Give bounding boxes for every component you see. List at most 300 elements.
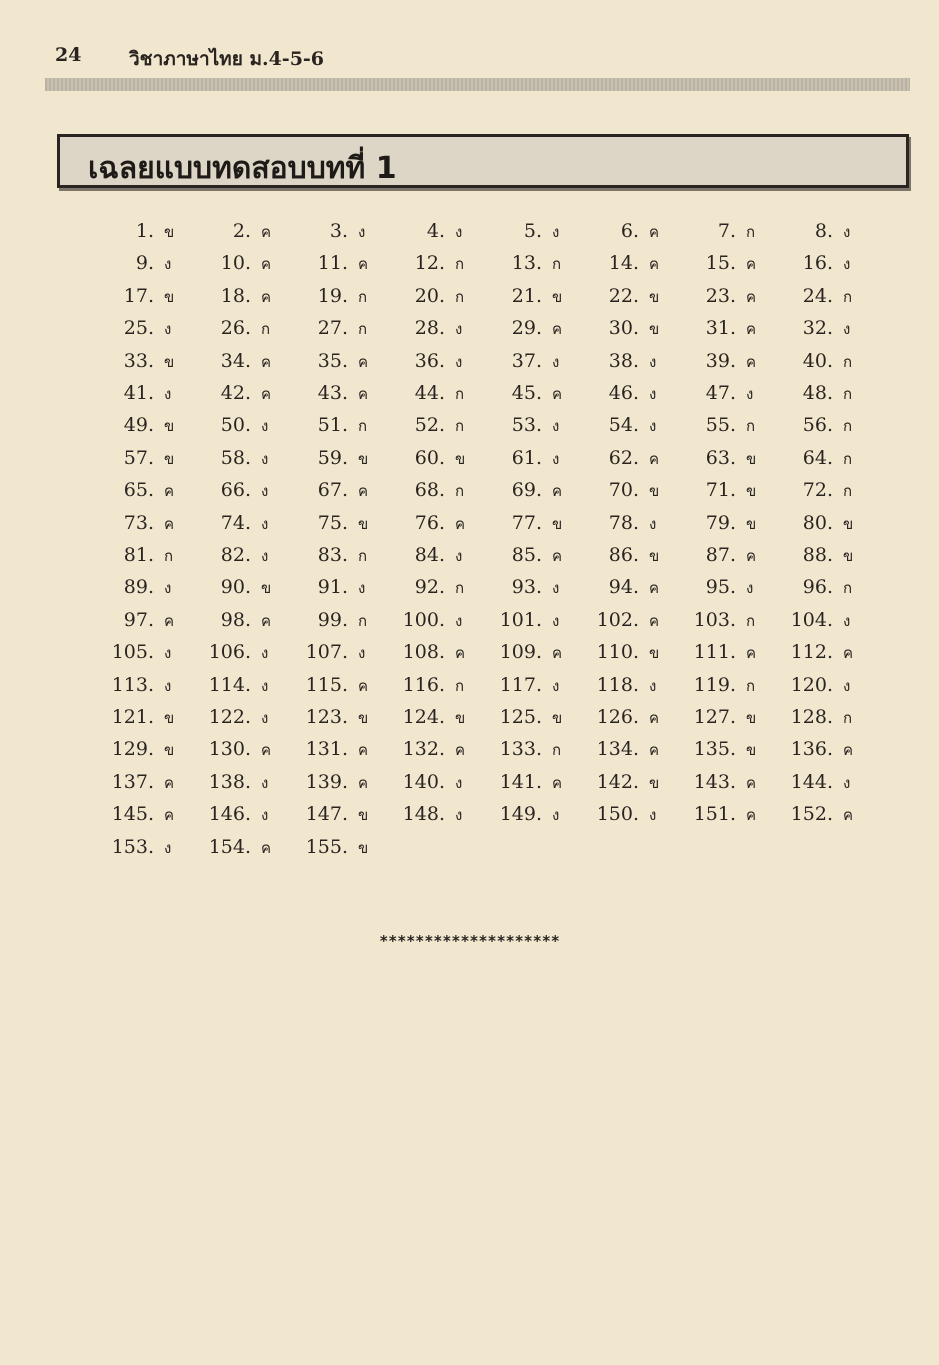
answer-choice: ข bbox=[649, 773, 660, 792]
answer-item bbox=[399, 670, 477, 700]
answer-choice: ง bbox=[649, 806, 657, 825]
answer-choice: ง bbox=[843, 676, 851, 695]
answer-choice: ค bbox=[358, 255, 369, 274]
answer-choice: ค bbox=[455, 514, 466, 533]
answer-choice: ข bbox=[843, 547, 854, 565]
answer-item bbox=[108, 248, 186, 278]
question-number: 83. bbox=[317, 544, 348, 566]
question-number: 49. bbox=[123, 414, 154, 437]
answer-item bbox=[496, 475, 574, 505]
question-number: 21. bbox=[511, 284, 542, 307]
question-number: 72. bbox=[802, 479, 833, 502]
question-number: 94. bbox=[608, 576, 639, 599]
question-number: 55. bbox=[705, 414, 736, 437]
answer-choice: ค bbox=[843, 806, 854, 825]
answer-choice: ก bbox=[358, 287, 368, 306]
question-number: 74. bbox=[220, 511, 251, 534]
answer-item bbox=[593, 410, 671, 440]
answer-item bbox=[496, 346, 574, 376]
answer-choice: ค bbox=[164, 482, 175, 501]
answer-item bbox=[399, 734, 477, 764]
answer-choice: ค bbox=[746, 547, 757, 565]
answer-choice: ง bbox=[649, 676, 657, 695]
question-number: 128. bbox=[790, 706, 833, 728]
question-number: 18. bbox=[220, 284, 251, 307]
answer-item bbox=[593, 443, 671, 473]
question-number: 15. bbox=[705, 252, 736, 275]
question-number: 151. bbox=[693, 803, 736, 826]
answer-choice: ค bbox=[843, 741, 854, 760]
answer-item bbox=[496, 572, 574, 602]
answer-item bbox=[205, 508, 283, 538]
answer-item bbox=[205, 572, 283, 602]
question-number: 126. bbox=[596, 706, 639, 728]
question-number: 87. bbox=[705, 544, 736, 566]
answer-item bbox=[302, 767, 380, 797]
answer-choice: ง bbox=[261, 676, 269, 695]
question-number: 24. bbox=[802, 284, 833, 307]
answer-choice: ง bbox=[455, 320, 463, 339]
question-number: 31. bbox=[705, 317, 736, 340]
answer-choice: ก bbox=[455, 482, 465, 501]
question-number: 48. bbox=[802, 382, 833, 404]
answer-choice: ง bbox=[843, 611, 851, 630]
answer-item bbox=[108, 540, 186, 570]
answer-choice: ค bbox=[358, 741, 369, 760]
answer-item bbox=[399, 281, 477, 311]
answer-item bbox=[205, 248, 283, 278]
answer-choice: ง bbox=[455, 223, 463, 241]
question-number: 12. bbox=[414, 252, 445, 275]
answer-choice: ก bbox=[843, 417, 853, 436]
answer-item bbox=[593, 767, 671, 797]
answer-choice: ง bbox=[164, 838, 172, 857]
answer-item bbox=[496, 248, 574, 278]
question-number: 50. bbox=[220, 414, 251, 437]
answer-item bbox=[108, 216, 186, 246]
question-number: 137. bbox=[111, 770, 154, 793]
answer-item bbox=[302, 572, 380, 602]
answer-item bbox=[108, 734, 186, 764]
answer-item bbox=[496, 734, 574, 764]
answer-choice: ก bbox=[843, 352, 853, 371]
answer-item bbox=[690, 540, 768, 570]
answer-choice: ข bbox=[164, 417, 175, 436]
answer-item bbox=[399, 443, 477, 473]
answer-choice: ก bbox=[358, 547, 368, 565]
answer-item bbox=[593, 346, 671, 376]
answer-item bbox=[205, 605, 283, 635]
answer-item bbox=[690, 410, 768, 440]
answer-item bbox=[205, 346, 283, 376]
answer-choice: ง bbox=[455, 352, 463, 371]
answer-item bbox=[399, 313, 477, 343]
answer-choice: ค bbox=[261, 838, 272, 857]
answer-item bbox=[593, 508, 671, 538]
question-number: 75. bbox=[317, 511, 348, 534]
question-number: 62. bbox=[608, 446, 639, 469]
answer-choice: ง bbox=[455, 611, 463, 630]
answer-choice: ค bbox=[746, 287, 757, 306]
answer-item bbox=[205, 313, 283, 343]
answer-item bbox=[205, 734, 283, 764]
question-number: 112. bbox=[790, 641, 833, 664]
answer-item bbox=[787, 508, 865, 538]
answer-item bbox=[787, 216, 865, 246]
question-number: 88. bbox=[802, 544, 833, 566]
question-number: 82. bbox=[220, 544, 251, 566]
answer-choice: ค bbox=[649, 223, 660, 241]
question-number: 4. bbox=[426, 220, 445, 242]
answer-item bbox=[302, 702, 380, 732]
answer-choice: ง bbox=[843, 223, 851, 241]
answer-choice: ก bbox=[455, 676, 465, 695]
question-number: 33. bbox=[123, 349, 154, 372]
answer-choice: ข bbox=[552, 514, 563, 533]
answer-item bbox=[787, 799, 865, 829]
question-number: 44. bbox=[414, 382, 445, 404]
question-number: 6. bbox=[620, 220, 639, 242]
answer-item bbox=[496, 443, 574, 473]
answer-item bbox=[787, 410, 865, 440]
question-number: 34. bbox=[220, 349, 251, 372]
answer-item bbox=[593, 248, 671, 278]
answer-item bbox=[205, 832, 283, 862]
answer-choice: ข bbox=[164, 223, 175, 241]
answer-choice: ข bbox=[164, 741, 175, 760]
answer-choice: ค bbox=[358, 773, 369, 792]
question-number: 118. bbox=[596, 673, 639, 696]
answer-choice: ค bbox=[261, 741, 272, 760]
answer-item bbox=[787, 281, 865, 311]
answer-item bbox=[399, 378, 477, 408]
answer-item bbox=[108, 508, 186, 538]
question-number: 111. bbox=[693, 641, 736, 664]
answer-item bbox=[302, 540, 380, 570]
answer-item bbox=[593, 605, 671, 635]
answer-item bbox=[496, 540, 574, 570]
question-number: 2. bbox=[232, 220, 251, 242]
answer-choice: ค bbox=[358, 385, 369, 403]
answer-choice: ข bbox=[649, 547, 660, 565]
answer-item bbox=[399, 346, 477, 376]
question-number: 123. bbox=[305, 706, 348, 728]
answer-item bbox=[205, 281, 283, 311]
question-number: 85. bbox=[511, 544, 542, 566]
answer-item bbox=[399, 508, 477, 538]
question-number: 17. bbox=[123, 284, 154, 307]
question-number: 124. bbox=[402, 706, 445, 728]
answer-item bbox=[108, 832, 186, 862]
answer-item bbox=[593, 572, 671, 602]
answer-choice: ค bbox=[649, 579, 660, 598]
question-number: 142. bbox=[596, 770, 639, 793]
answer-choice: ง bbox=[746, 385, 754, 403]
question-number: 42. bbox=[220, 382, 251, 404]
answer-choice: ค bbox=[746, 644, 757, 663]
answer-choice: ข bbox=[164, 287, 175, 306]
question-number: 153. bbox=[111, 835, 154, 858]
answer-item bbox=[108, 605, 186, 635]
question-number: 25. bbox=[123, 317, 154, 340]
answer-item bbox=[205, 410, 283, 440]
question-number: 59. bbox=[317, 446, 348, 469]
answer-item bbox=[787, 637, 865, 667]
answer-item bbox=[690, 572, 768, 602]
answer-choice: ข bbox=[649, 320, 660, 339]
answer-item bbox=[302, 832, 380, 862]
answer-choice: ง bbox=[552, 352, 560, 371]
answer-choice: ข bbox=[746, 482, 757, 501]
answer-choice: ก bbox=[552, 255, 562, 274]
answer-choice: ง bbox=[358, 579, 366, 598]
answer-item bbox=[690, 281, 768, 311]
answer-item bbox=[205, 637, 283, 667]
answer-item bbox=[205, 216, 283, 246]
answer-choice: ก bbox=[746, 223, 756, 241]
answer-choice: ง bbox=[552, 579, 560, 598]
question-number: 138. bbox=[208, 770, 251, 793]
question-number: 77. bbox=[511, 511, 542, 534]
answer-choice: ข bbox=[455, 449, 466, 468]
answer-item bbox=[496, 702, 574, 732]
answer-item bbox=[205, 799, 283, 829]
question-number: 154. bbox=[208, 835, 251, 858]
answer-choice: ง bbox=[164, 385, 172, 403]
section-divider: ******************** bbox=[379, 932, 560, 950]
question-number: 127. bbox=[693, 706, 736, 728]
answer-item bbox=[108, 670, 186, 700]
answer-choice: ก bbox=[843, 482, 853, 501]
answer-choice: ก bbox=[358, 611, 368, 630]
answer-choice: ค bbox=[164, 773, 175, 792]
answer-choice: ง bbox=[261, 449, 269, 468]
question-number: 70. bbox=[608, 479, 639, 502]
answer-choice: ง bbox=[261, 806, 269, 825]
answer-item bbox=[690, 605, 768, 635]
question-number: 91. bbox=[317, 576, 348, 599]
question-number: 64. bbox=[802, 446, 833, 469]
answer-choice: ค bbox=[261, 287, 272, 306]
answer-choice: ก bbox=[358, 417, 368, 436]
question-number: 152. bbox=[790, 803, 833, 826]
question-number: 136. bbox=[790, 738, 833, 761]
answer-choice: ข bbox=[358, 514, 369, 533]
answer-item bbox=[787, 248, 865, 278]
answer-item bbox=[302, 799, 380, 829]
answer-item bbox=[302, 410, 380, 440]
answer-item bbox=[593, 378, 671, 408]
answer-choice: ง bbox=[455, 806, 463, 825]
question-number: 119. bbox=[693, 673, 736, 696]
answer-choice: ง bbox=[649, 514, 657, 533]
answer-item bbox=[108, 410, 186, 440]
question-number: 147. bbox=[305, 803, 348, 826]
answer-choice: ค bbox=[843, 644, 854, 663]
answer-item bbox=[399, 605, 477, 635]
answer-choice: ก bbox=[843, 385, 853, 403]
answer-choice: ง bbox=[552, 806, 560, 825]
answer-item bbox=[302, 346, 380, 376]
answer-choice: ข bbox=[358, 709, 369, 727]
question-number: 148. bbox=[402, 803, 445, 826]
answer-item bbox=[496, 605, 574, 635]
answer-item bbox=[593, 313, 671, 343]
answer-item bbox=[302, 670, 380, 700]
answer-choice: ค bbox=[164, 514, 175, 533]
question-number: 45. bbox=[511, 382, 542, 404]
answer-item bbox=[690, 702, 768, 732]
answer-choice: ค bbox=[552, 773, 563, 792]
answer-choice: ค bbox=[746, 255, 757, 274]
answer-item bbox=[399, 799, 477, 829]
answer-choice: ค bbox=[261, 385, 272, 403]
answer-item bbox=[787, 346, 865, 376]
answer-choice: ค bbox=[455, 644, 466, 663]
question-number: 61. bbox=[511, 446, 542, 469]
answer-choice: ข bbox=[552, 287, 563, 306]
question-number: 57. bbox=[123, 446, 154, 469]
answer-item bbox=[593, 734, 671, 764]
answer-choice: ค bbox=[261, 255, 272, 274]
question-number: 29. bbox=[511, 317, 542, 340]
answer-choice: ค bbox=[164, 611, 175, 630]
answer-item bbox=[690, 475, 768, 505]
answer-item bbox=[690, 670, 768, 700]
answer-choice: ข bbox=[746, 709, 757, 727]
question-number: 141. bbox=[499, 770, 542, 793]
answer-choice: ก bbox=[455, 417, 465, 436]
answer-item bbox=[205, 540, 283, 570]
question-number: 38. bbox=[608, 349, 639, 372]
answer-item bbox=[302, 281, 380, 311]
answer-item bbox=[690, 443, 768, 473]
answer-item bbox=[787, 540, 865, 570]
question-number: 143. bbox=[693, 770, 736, 793]
question-number: 37. bbox=[511, 349, 542, 372]
answer-item bbox=[496, 799, 574, 829]
answer-item bbox=[302, 475, 380, 505]
answer-choice: ค bbox=[649, 741, 660, 760]
answer-choice: ค bbox=[746, 773, 757, 792]
question-number: 121. bbox=[111, 706, 154, 728]
answer-item bbox=[496, 410, 574, 440]
answer-item bbox=[205, 475, 283, 505]
question-number: 19. bbox=[317, 284, 348, 307]
answer-choice: ง bbox=[261, 644, 269, 663]
answer-choice: ง bbox=[649, 385, 657, 403]
answer-item bbox=[399, 248, 477, 278]
page-number: 24 bbox=[55, 44, 82, 66]
answer-item bbox=[302, 248, 380, 278]
answer-item bbox=[205, 378, 283, 408]
question-number: 13. bbox=[511, 252, 542, 275]
question-number: 60. bbox=[414, 446, 445, 469]
answer-choice: ค bbox=[649, 709, 660, 727]
answer-item bbox=[399, 702, 477, 732]
question-number: 115. bbox=[305, 673, 348, 696]
question-number: 47. bbox=[705, 382, 736, 404]
answer-item bbox=[302, 637, 380, 667]
question-number: 1. bbox=[135, 220, 154, 242]
answer-choice: ก bbox=[843, 579, 853, 598]
question-number: 23. bbox=[705, 284, 736, 307]
answer-choice: ง bbox=[261, 547, 269, 565]
question-number: 7. bbox=[717, 220, 736, 242]
answer-choice: ข bbox=[843, 514, 854, 533]
answer-choice: ค bbox=[358, 482, 369, 501]
answer-item bbox=[302, 313, 380, 343]
answer-choice: ง bbox=[649, 352, 657, 371]
question-number: 39. bbox=[705, 349, 736, 372]
answer-item bbox=[302, 734, 380, 764]
answer-choice: ง bbox=[358, 223, 366, 241]
answer-choice: ข bbox=[164, 352, 175, 371]
answer-choice: ก bbox=[746, 611, 756, 630]
answer-item bbox=[787, 702, 865, 732]
question-number: 101. bbox=[499, 608, 542, 631]
answer-item bbox=[496, 281, 574, 311]
answer-choice: ง bbox=[358, 644, 366, 663]
answer-item bbox=[108, 799, 186, 829]
answer-choice: ค bbox=[746, 806, 757, 825]
question-number: 145. bbox=[111, 803, 154, 826]
question-number: 52. bbox=[414, 414, 445, 437]
answer-choice: ง bbox=[455, 547, 463, 565]
answer-choice: ข bbox=[358, 449, 369, 468]
answer-choice: ก bbox=[455, 579, 465, 598]
answer-choice: ข bbox=[164, 709, 175, 727]
answer-item bbox=[399, 410, 477, 440]
question-number: 56. bbox=[802, 414, 833, 437]
question-number: 99. bbox=[317, 608, 348, 631]
answer-item bbox=[690, 378, 768, 408]
question-number: 97. bbox=[123, 608, 154, 631]
answer-item bbox=[593, 475, 671, 505]
answer-item bbox=[205, 767, 283, 797]
question-number: 129. bbox=[111, 738, 154, 761]
answer-choice: ค bbox=[261, 611, 272, 630]
question-number: 98. bbox=[220, 608, 251, 631]
answer-item bbox=[593, 637, 671, 667]
answer-item bbox=[302, 605, 380, 635]
answer-item bbox=[593, 216, 671, 246]
question-number: 10. bbox=[220, 252, 251, 275]
answer-choice: ข bbox=[746, 449, 757, 468]
question-number: 32. bbox=[802, 317, 833, 340]
question-number: 139. bbox=[305, 770, 348, 793]
answer-item bbox=[690, 767, 768, 797]
answer-choice: ง bbox=[164, 255, 172, 274]
question-number: 66. bbox=[220, 479, 251, 502]
answer-choice: ข bbox=[649, 644, 660, 663]
answer-choice: ค bbox=[746, 352, 757, 371]
answer-item bbox=[690, 346, 768, 376]
answer-item bbox=[302, 216, 380, 246]
answer-choice: ค bbox=[746, 320, 757, 339]
answer-choice: ก bbox=[746, 676, 756, 695]
answer-choice: ก bbox=[358, 320, 368, 339]
question-number: 113. bbox=[111, 673, 154, 696]
answer-choice: ข bbox=[358, 806, 369, 825]
answer-choice: ง bbox=[552, 676, 560, 695]
question-number: 54. bbox=[608, 414, 639, 437]
answer-choice: ง bbox=[164, 644, 172, 663]
answer-choice: ค bbox=[358, 676, 369, 695]
answer-choice: ง bbox=[843, 773, 851, 792]
answer-choice: ก bbox=[455, 385, 465, 403]
answer-item bbox=[108, 572, 186, 602]
